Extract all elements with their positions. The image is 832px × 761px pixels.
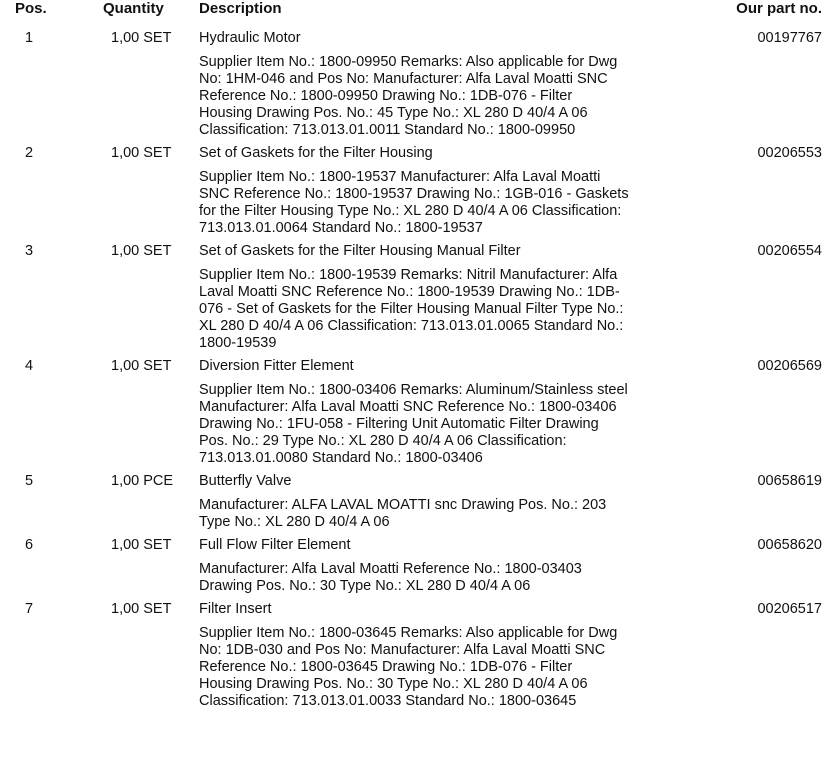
description-cell	[199, 243, 629, 352]
part-number: 00197767	[757, 30, 822, 46]
quantity-value: 1,00 PCE	[111, 473, 174, 489]
part-number: 00206517	[757, 601, 822, 617]
part-number: 00206553	[757, 145, 822, 161]
item-title: Set of Gaskets for the Filter Housing Manual Filter	[199, 243, 521, 259]
description-cell	[199, 601, 629, 710]
item-details: Supplier Item No.: 1800-09950 Remarks: Also applicable for Dwg No: 1HM-046 and Pos No: Manufacturer: Alfa Laval Moatti SNC Reference No.: 1800-09950 Drawing No.: 1DB-076 - Filter Housing Drawing Pos. No.: 45 Type No.: XL 280 D 40/4 A 06 Classification: 713.013.01.0011 Standard No.: 1800-09950	[199, 54, 618, 138]
item-title: Set of Gaskets for the Filter Housing	[199, 145, 433, 161]
description-cell	[199, 30, 629, 139]
quantity-value: 1,00 SET	[111, 537, 172, 553]
list-item	[0, 601, 832, 716]
position-number: 2	[25, 145, 34, 161]
item-details: Manufacturer: ALFA LAVAL MOATTI snc Drawing Pos. No.: 203 Type No.: XL 280 D 40/4 A 06	[199, 497, 607, 530]
list-item	[0, 537, 832, 601]
part-number: 00206554	[757, 243, 822, 259]
item-details: Supplier Item No.: 1800-19539 Remarks: Nitril Manufacturer: Alfa Laval Moatti SNC Reference No.: 1800-19539 Drawing No.: 1DB-076 - Set of Gaskets for the Filter Housing Manual Filter Type No.: XL 280 D 40/4 A 06 Classification: 713.013.01.0065 Standard No.: 1800-19539	[199, 267, 624, 351]
item-details: Supplier Item No.: 1800-19537 Manufacturer: Alfa Laval Moatti SNC Reference No.: 1800-19537 Drawing No.: 1GB-016 - Gaskets for the Filter Housing Type No.: XL 280 D 40/4 A 06 Classification: 713.013.01.0064 Standard No.: 1800-19537	[199, 169, 629, 236]
item-details: Manufacturer: Alfa Laval Moatti Reference No.: 1800-03403 Drawing Pos. No.: 30 Type No.: XL 280 D 40/4 A 06	[199, 561, 582, 594]
quantity-value: 1,00 SET	[111, 243, 172, 259]
quantity-value: 1,00 SET	[111, 145, 172, 161]
position-number: 7	[25, 601, 34, 617]
column-header-part-no: Our part no.	[736, 0, 822, 17]
quantity-value: 1,00 SET	[111, 30, 172, 46]
list-item	[0, 473, 832, 537]
description-cell	[199, 473, 629, 531]
item-title: Hydraulic Motor	[199, 30, 301, 46]
part-number: 00658620	[757, 537, 822, 553]
item-title: Full Flow Filter Element	[199, 537, 351, 553]
item-title: Diversion Fitter Element	[199, 358, 354, 374]
column-header-pos: Pos.	[15, 0, 47, 17]
part-number: 00658619	[757, 473, 822, 489]
description-cell	[199, 145, 629, 237]
position-number: 3	[25, 243, 34, 259]
list-item	[0, 243, 832, 358]
item-title: Butterfly Valve	[199, 473, 292, 489]
column-header-description: Description	[199, 0, 282, 17]
position-number: 1	[25, 30, 34, 46]
quantity-value: 1,00 SET	[111, 358, 172, 374]
position-number: 5	[25, 473, 34, 489]
position-number: 4	[25, 358, 34, 374]
item-details: Supplier Item No.: 1800-03645 Remarks: Also applicable for Dwg No: 1DB-030 and Pos No: Manufacturer: Alfa Laval Moatti SNC Reference No.: 1800-03645 Drawing No.: 1DB-076 - Filter Housing Drawing Pos. No.: 30 Type No.: XL 280 D 40/4 A 06 Classification: 713.013.01.0033 Standard No.: 1800-03645	[199, 625, 618, 709]
description-cell	[199, 358, 629, 467]
position-number: 6	[25, 537, 34, 553]
part-number: 00206569	[757, 358, 822, 374]
column-header-quantity: Quantity	[103, 0, 164, 17]
list-item	[0, 145, 832, 243]
list-item	[0, 30, 832, 145]
parts-list	[0, 30, 832, 716]
item-title: Filter Insert	[199, 601, 272, 617]
item-details: Supplier Item No.: 1800-03406 Remarks: Aluminum/Stainless steel Manufacturer: Alfa Laval Moatti SNC Reference No.: 1800-03406 Drawing No.: 1FU-058 - Filtering Unit Automatic Filter Drawing Pos. No.: 29 Type No.: XL 280 D 40/4 A 06 Classification: 713.013.01.0080 Standard No.: 1800-03406	[199, 382, 628, 466]
description-cell	[199, 537, 629, 595]
quantity-value: 1,00 SET	[111, 601, 172, 617]
list-item	[0, 358, 832, 473]
